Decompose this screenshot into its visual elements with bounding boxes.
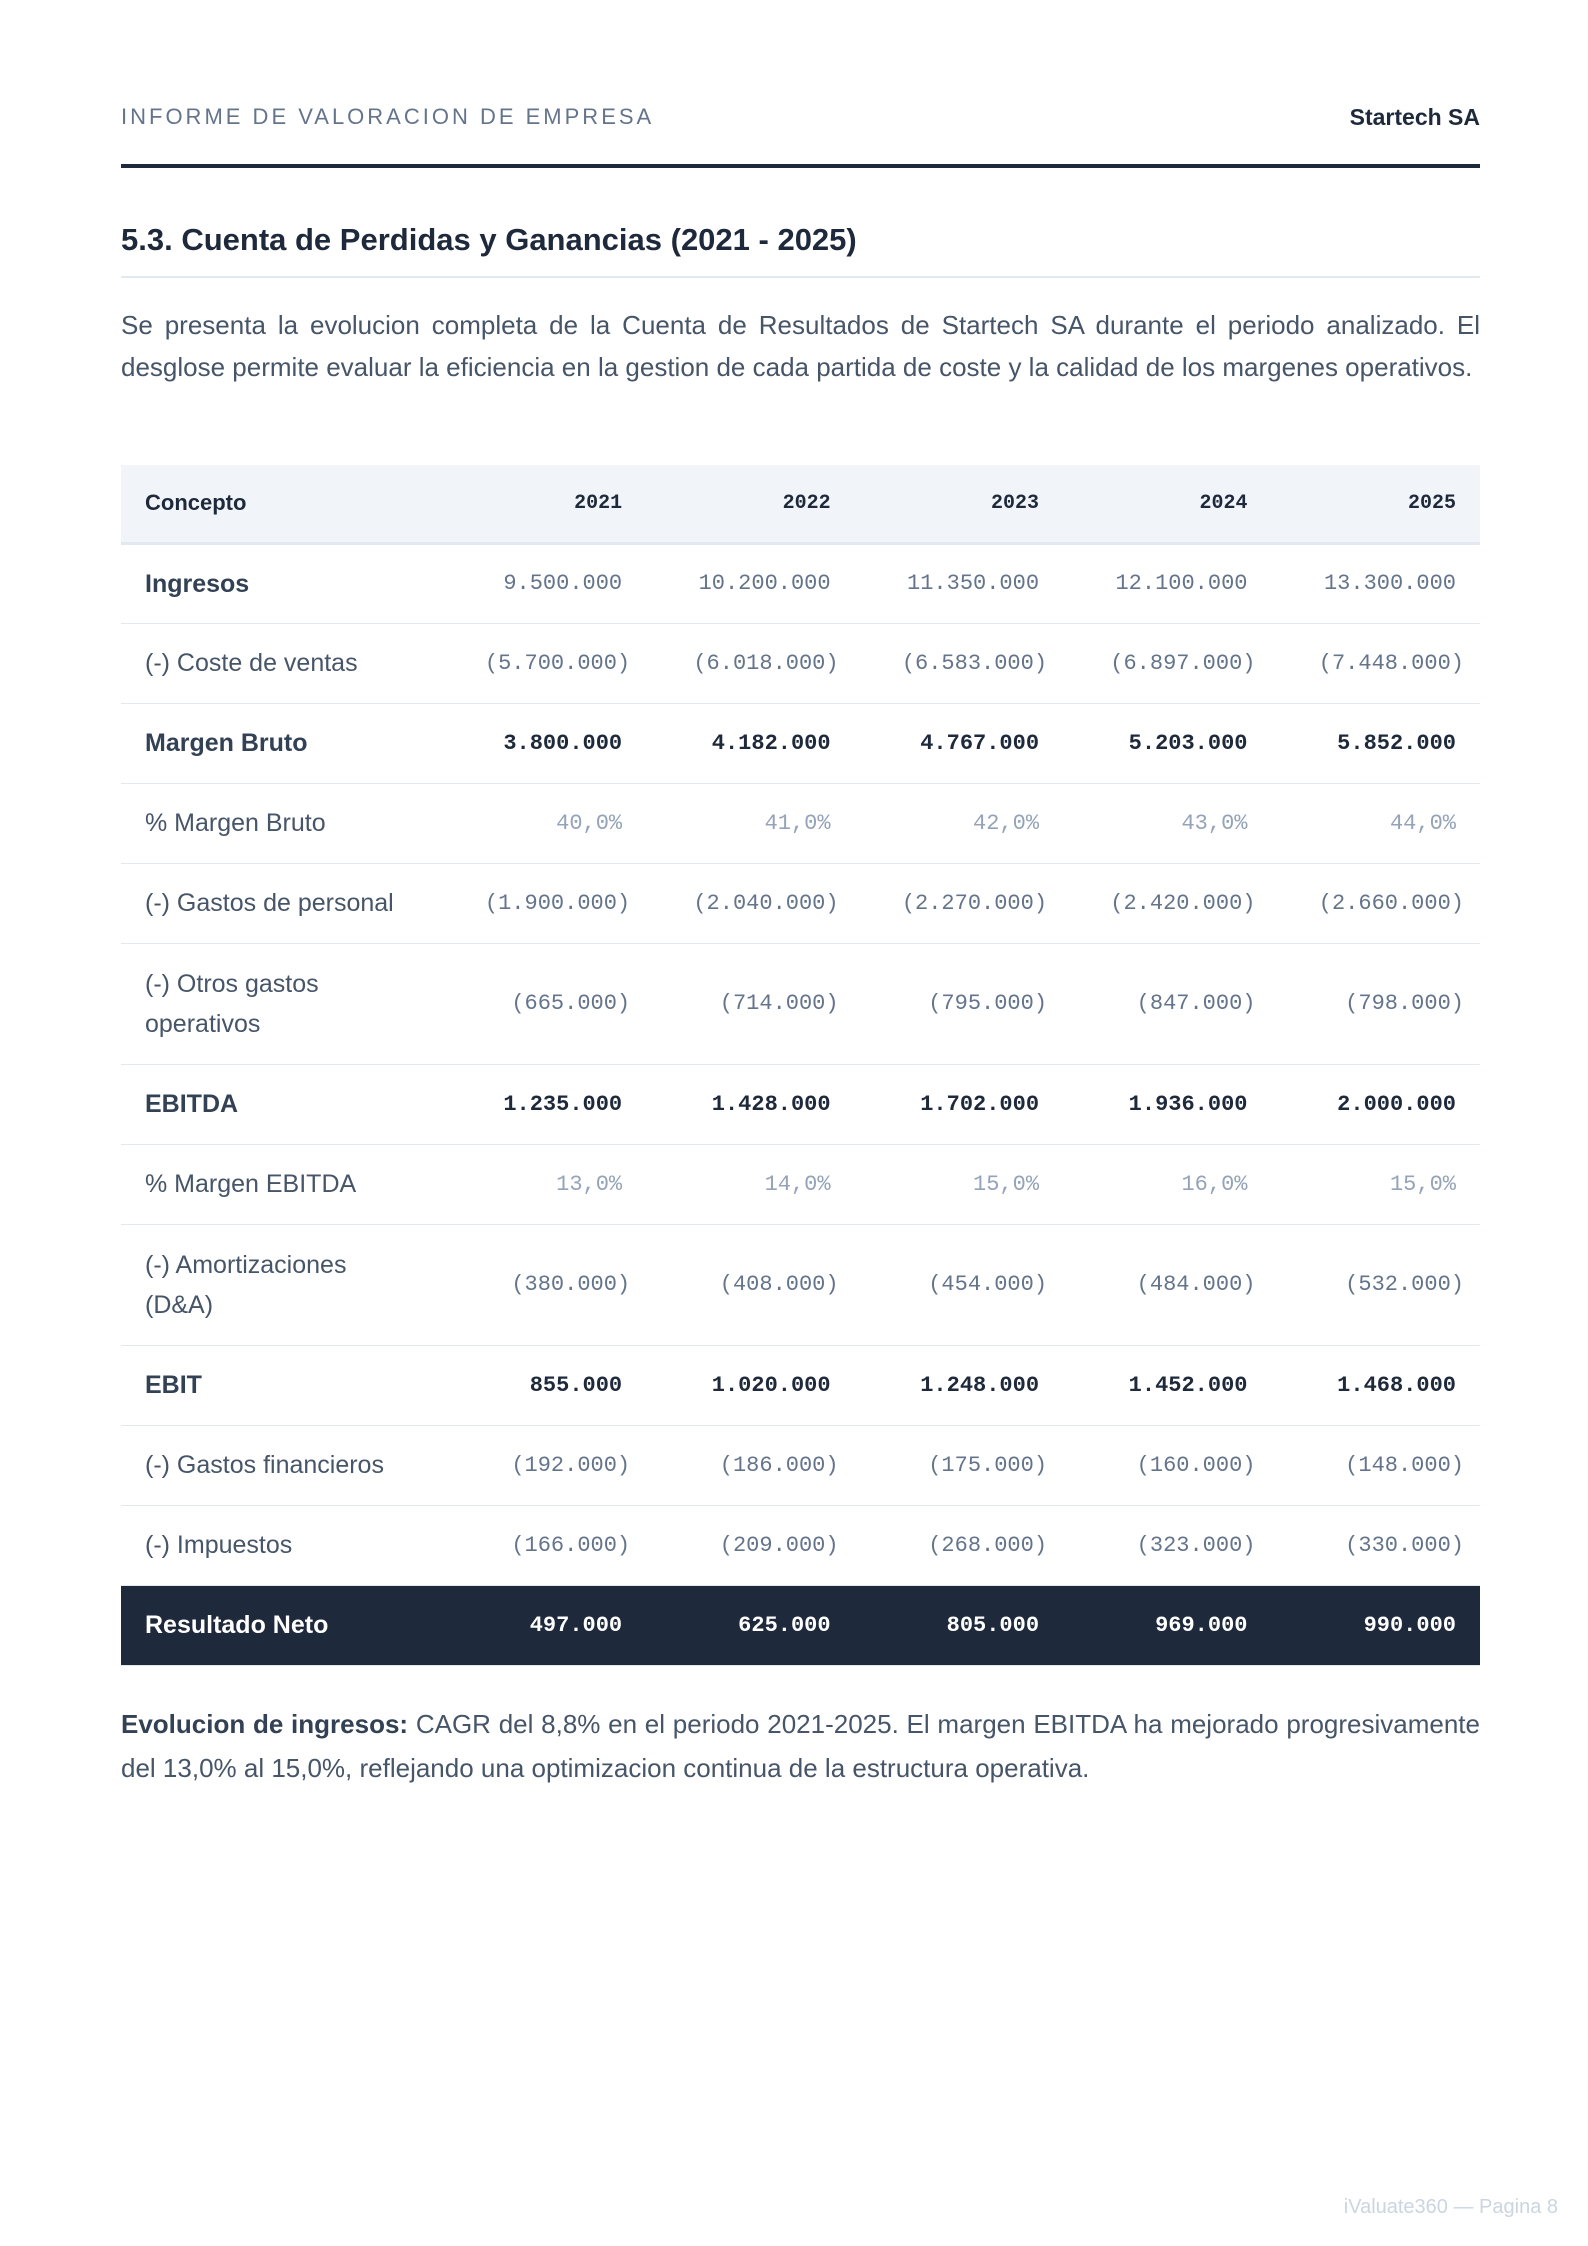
section-title: 5.3. Cuenta de Perdidas y Ganancias (2021 - 2025) bbox=[121, 222, 1480, 278]
cell-2021: 40,0% bbox=[438, 783, 646, 863]
table-header-row bbox=[121, 465, 1480, 543]
row-gastos-financieros bbox=[121, 1425, 1480, 1505]
row-impuestos bbox=[121, 1505, 1480, 1585]
cell-2023: 805.000 bbox=[855, 1585, 1063, 1665]
row-label: % Margen EBITDA bbox=[121, 1144, 438, 1224]
note-text: CAGR del 8,8% en el periodo 2021-2025. El margen EBITDA ha mejorado progresivamente del 13,0% al 15,0%, reflejando una optimizacion continua de la estructura operativa. bbox=[121, 1709, 1480, 1783]
cell-2023: 1.248.000 bbox=[855, 1345, 1063, 1425]
row-label: (-) Coste de ventas bbox=[121, 623, 438, 703]
cell-2023: (6.583.000) bbox=[855, 623, 1063, 703]
cell-2024: (847.000) bbox=[1063, 943, 1271, 1064]
row-otros-gastos bbox=[121, 943, 1480, 1064]
cell-2024: (6.897.000) bbox=[1063, 623, 1271, 703]
cell-2022: 625.000 bbox=[646, 1585, 854, 1665]
cell-2021: (380.000) bbox=[438, 1224, 646, 1345]
cell-2022: 4.182.000 bbox=[646, 703, 854, 783]
cell-2025: (2.660.000) bbox=[1272, 863, 1481, 943]
cell-2025: (798.000) bbox=[1272, 943, 1481, 1064]
cell-2024: 1.452.000 bbox=[1063, 1345, 1271, 1425]
cell-2022: (6.018.000) bbox=[646, 623, 854, 703]
cell-2023: 4.767.000 bbox=[855, 703, 1063, 783]
cell-2022: 1.428.000 bbox=[646, 1064, 854, 1144]
income-statement-table bbox=[121, 465, 1480, 1666]
page-footer: iValuate360 — Pagina 8 bbox=[1343, 2196, 1558, 2218]
row-resultado-neto bbox=[121, 1585, 1480, 1665]
cell-2024: 16,0% bbox=[1063, 1144, 1271, 1224]
cell-2024: (2.420.000) bbox=[1063, 863, 1271, 943]
cell-2025: (148.000) bbox=[1272, 1425, 1481, 1505]
cell-2021: (5.700.000) bbox=[438, 623, 646, 703]
cell-2025: 990.000 bbox=[1272, 1585, 1481, 1665]
cell-2025: 15,0% bbox=[1272, 1144, 1481, 1224]
row-ebit bbox=[121, 1345, 1480, 1425]
cell-2023: 11.350.000 bbox=[855, 543, 1063, 623]
cell-2023: (795.000) bbox=[855, 943, 1063, 1064]
row-coste-ventas bbox=[121, 623, 1480, 703]
cell-2021: 9.500.000 bbox=[438, 543, 646, 623]
row-amortizaciones bbox=[121, 1224, 1480, 1345]
cell-2021: (1.900.000) bbox=[438, 863, 646, 943]
cell-2022: 1.020.000 bbox=[646, 1345, 854, 1425]
cell-2025: 2.000.000 bbox=[1272, 1064, 1481, 1144]
row-label: (-) Gastos de personal bbox=[121, 863, 438, 943]
row-label: (-) Otros gastos operativos bbox=[121, 943, 438, 1064]
cell-2023: 42,0% bbox=[855, 783, 1063, 863]
cell-2025: 44,0% bbox=[1272, 783, 1481, 863]
cell-2024: (484.000) bbox=[1063, 1224, 1271, 1345]
cell-2025: (532.000) bbox=[1272, 1224, 1481, 1345]
row-label: (-) Amortizaciones (D&A) bbox=[121, 1224, 438, 1345]
note-lead: Evolucion de ingresos: bbox=[121, 1709, 409, 1739]
cell-2025: (7.448.000) bbox=[1272, 623, 1481, 703]
cell-2023: 15,0% bbox=[855, 1144, 1063, 1224]
row-margen-bruto bbox=[121, 703, 1480, 783]
row-label: EBITDA bbox=[121, 1064, 438, 1144]
cell-2024: 12.100.000 bbox=[1063, 543, 1271, 623]
cell-2021: (166.000) bbox=[438, 1505, 646, 1585]
cell-2022: 10.200.000 bbox=[646, 543, 854, 623]
cell-2025: 5.852.000 bbox=[1272, 703, 1481, 783]
cell-2022: 41,0% bbox=[646, 783, 854, 863]
page-header bbox=[121, 100, 1480, 168]
cell-2021: 855.000 bbox=[438, 1345, 646, 1425]
row-label: Margen Bruto bbox=[121, 703, 438, 783]
cell-2024: (323.000) bbox=[1063, 1505, 1271, 1585]
cell-2023: (454.000) bbox=[855, 1224, 1063, 1345]
company-name: Startech SA bbox=[1349, 104, 1480, 130]
cell-2021: (665.000) bbox=[438, 943, 646, 1064]
cell-2024: 5.203.000 bbox=[1063, 703, 1271, 783]
revenue-evolution-note bbox=[121, 1702, 1480, 1790]
row-gastos-personal bbox=[121, 863, 1480, 943]
cell-2023: (2.270.000) bbox=[855, 863, 1063, 943]
row-label: Ingresos bbox=[121, 543, 438, 623]
row-ingresos bbox=[121, 543, 1480, 623]
cell-2021: (192.000) bbox=[438, 1425, 646, 1505]
row-pct-margen-bruto bbox=[121, 783, 1480, 863]
cell-2021: 3.800.000 bbox=[438, 703, 646, 783]
report-type-label: INFORME DE VALORACION DE EMPRESA bbox=[121, 104, 655, 129]
cell-2024: 43,0% bbox=[1063, 783, 1271, 863]
cell-2022: (2.040.000) bbox=[646, 863, 854, 943]
cell-2021: 1.235.000 bbox=[438, 1064, 646, 1144]
cell-2022: (408.000) bbox=[646, 1224, 854, 1345]
cell-2023: (268.000) bbox=[855, 1505, 1063, 1585]
row-pct-margen-ebitda bbox=[121, 1144, 1480, 1224]
row-label: EBIT bbox=[121, 1345, 438, 1425]
cell-2022: (209.000) bbox=[646, 1505, 854, 1585]
column-header-2024: 2024 bbox=[1063, 465, 1271, 543]
cell-2024: 969.000 bbox=[1063, 1585, 1271, 1665]
cell-2023: 1.702.000 bbox=[855, 1064, 1063, 1144]
intro-paragraph: Se presenta la evolucion completa de la Cuenta de Resultados de Startech SA durante el periodo analizado. El desglose permite evaluar la eficiencia en la gestion de cada partida de coste y la calidad de los margenes operativos. bbox=[121, 310, 1480, 382]
cell-2021: 497.000 bbox=[438, 1585, 646, 1665]
cell-2022: 14,0% bbox=[646, 1144, 854, 1224]
column-header-2025: 2025 bbox=[1272, 465, 1481, 543]
cell-2022: (714.000) bbox=[646, 943, 854, 1064]
cell-2025: 13.300.000 bbox=[1272, 543, 1481, 623]
column-header-2021: 2021 bbox=[438, 465, 646, 543]
cell-2024: 1.936.000 bbox=[1063, 1064, 1271, 1144]
cell-2025: 1.468.000 bbox=[1272, 1345, 1481, 1425]
cell-2022: (186.000) bbox=[646, 1425, 854, 1505]
row-label: Resultado Neto bbox=[121, 1585, 438, 1665]
cell-2025: (330.000) bbox=[1272, 1505, 1481, 1585]
row-label: % Margen Bruto bbox=[121, 783, 438, 863]
column-header-2023: 2023 bbox=[855, 465, 1063, 543]
row-label: (-) Gastos financieros bbox=[121, 1425, 438, 1505]
column-header-2022: 2022 bbox=[646, 465, 854, 543]
row-ebitda bbox=[121, 1064, 1480, 1144]
cell-2021: 13,0% bbox=[438, 1144, 646, 1224]
cell-2023: (175.000) bbox=[855, 1425, 1063, 1505]
row-label: (-) Impuestos bbox=[121, 1505, 438, 1585]
column-header-concepto: Concepto bbox=[121, 465, 438, 543]
cell-2024: (160.000) bbox=[1063, 1425, 1271, 1505]
